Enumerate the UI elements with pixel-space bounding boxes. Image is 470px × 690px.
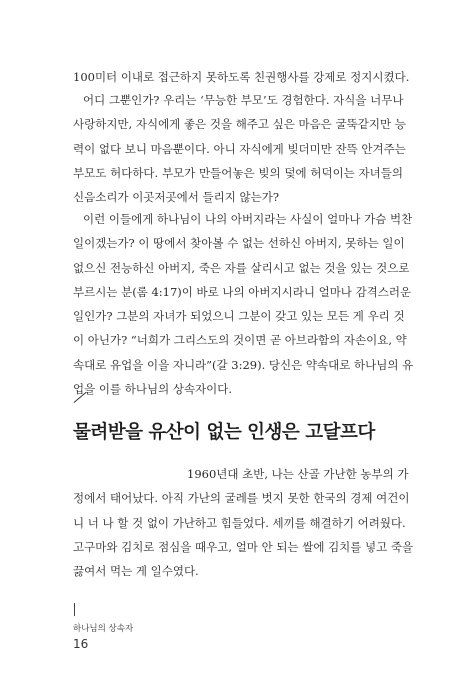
page-number: 16 xyxy=(73,637,89,651)
text-line: 업을 이를 하나님의 상속자이다. xyxy=(73,382,233,397)
text-line: 니 너 나 할 것 없이 가난하고 힘들었다. 세끼를 해결하기 어려웠다. xyxy=(73,515,406,530)
text-line: 부모도 허다하다. 부모가 만들어놓은 빚의 덫에 허덕이는 자녀들의 xyxy=(73,165,403,180)
text-line: 이 아닌가? “너희가 그리스도의 것이면 곧 아브라함의 자손이요, 약 xyxy=(73,333,407,348)
paragraph-childhood xyxy=(73,462,414,583)
text-line: 어디 그뿐인가? 우리는 ‘무능한 부모’도 경험한다. 자식을 너무나 xyxy=(83,93,404,107)
text-line: 고구마와 김치로 점심을 때우고, 얼마 안 되는 쌀에 김치를 넣고 죽을 xyxy=(73,539,414,554)
footer-divider xyxy=(74,603,75,616)
text-line: 부르시는 분(롬 4:17)이 바로 나의 아버지시라니 얼마나 감격스러운 xyxy=(73,284,412,299)
paragraph-incompetent-parents xyxy=(73,88,406,209)
text-line: 1960년대 초반, 나는 산골 가난한 농부의 가 xyxy=(187,467,409,481)
text-line: 이런 이들에게 하나님이 나의 아버지라는 사실이 얼마나 가슴 벅찬 xyxy=(83,212,413,226)
text-line: 사랑하지만, 자식에게 좋은 것을 해주고 싶은 마음은 굴뚝같지만 능 xyxy=(73,117,406,132)
text-line: 끓여서 먹는 게 일수였다. xyxy=(73,564,199,579)
text-line: 신음소리가 이곳저곳에서 들리지 않는가? xyxy=(73,190,279,205)
text-line: 력이 없다 보니 마음뿐이다. 아니 자식에게 빚더미만 잔뜩 안겨주는 xyxy=(73,141,406,156)
text-line: 일인가? 그분의 자녀가 되었으니 그분이 갖고 있는 모든 게 우리 것 xyxy=(73,309,405,324)
running-footer-title: 하나님의 상속자 xyxy=(73,624,134,634)
paragraph-continued xyxy=(73,65,410,89)
paragraph-god-father xyxy=(73,207,414,401)
section-heading: 물려받을 유산이 없는 인생은 고달프다 xyxy=(73,422,375,443)
text-line: 100미터 이내로 접근하지 못하도록 친권행사를 강제로 정지시켰다. xyxy=(73,70,410,84)
text-line: 정에서 태어났다. 아직 가난의 굴레를 벗지 못한 한국의 경제 여건이 xyxy=(73,491,410,506)
text-line: 일이겠는가? 이 땅에서 찾아볼 수 없는 선하신 아버지, 못하는 일이 xyxy=(73,236,405,251)
text-line: 속대로 유업을 이을 자니라”(갈 3:29). 당신은 약속대로 하나님의 유 xyxy=(73,357,414,372)
text-line: 없으신 전능하신 아버지, 죽은 자를 살리시고 없는 것을 있는 것으로 xyxy=(73,260,410,275)
